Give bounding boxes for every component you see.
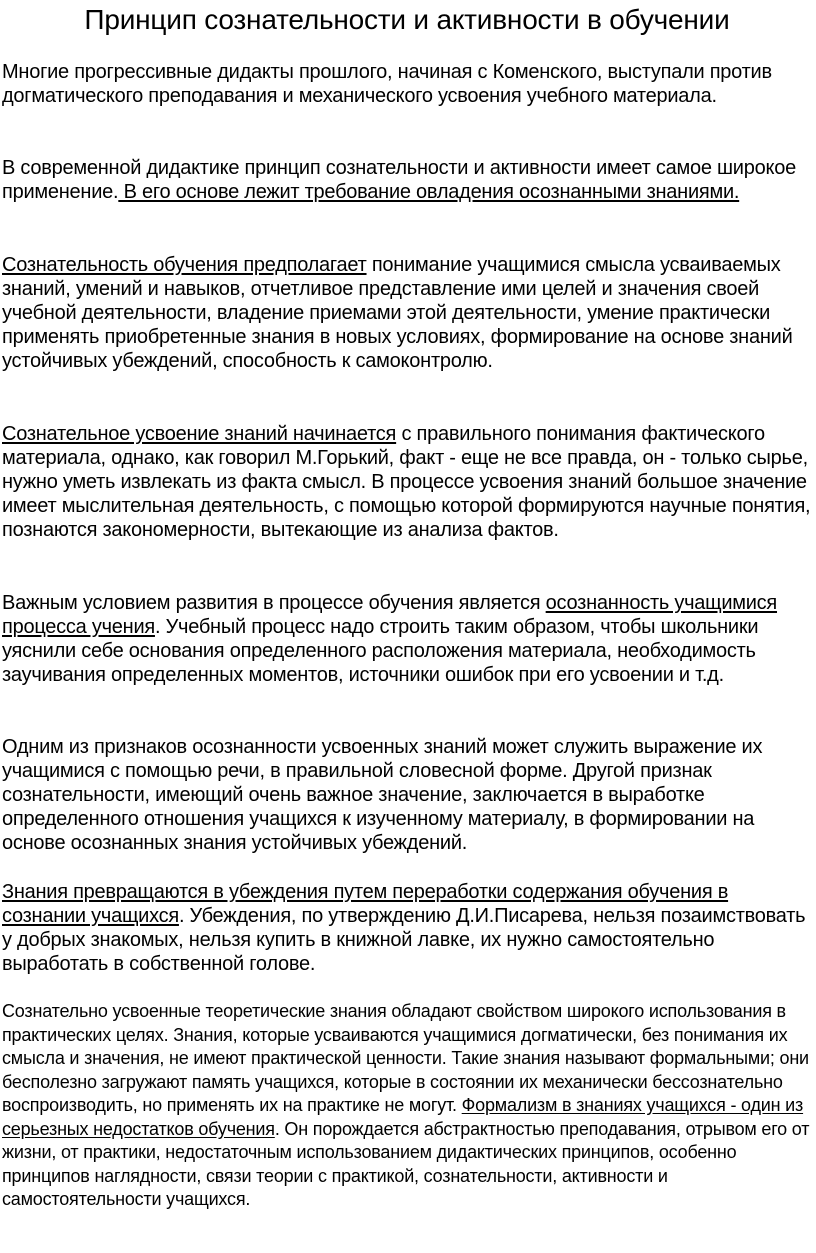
paragraph-4	[2, 422, 812, 542]
paragraph-6-text: Одним из признаков осознанности усвоенных знаний может служить выражение их учащимися с помощью речи, в правильной словесной форме. Другой признак сознательности, имеющий очень важное значение, заключается в выработке определенного отношения учащихся к изученному материалу, в формировании на основе осознанных знания устойчивых убеждений.	[2, 736, 763, 854]
paragraph-2-underlined: В его основе лежит требование овладения осознанными знаниями.	[118, 181, 740, 203]
paragraph-2	[2, 156, 812, 204]
paragraph-4-text: с правильного понимания фактического материала, однако, как говорил М.Горький, факт - еще не все правда, он - только сырье, нужно уметь извлекать из факта смысл. В процессе усвоения знаний большое значение имеет мыслительная деятельность, с помощью которой формируются научные понятия, познаются закономерности, вытекающие из анализа фактов.	[2, 423, 811, 541]
paragraph-5	[2, 591, 812, 687]
paragraph-8-text-start: Сознательно усвоенные теоретические знания обладают свойством широкого использования в практических целях. Знания, которые усваиваются учащимися догматически, без понимания их смысла и значения, не имеют практической ценности. Такие знания называют формальными; они бесполезно загружают память учащихся, которые в состоянии их механически бессознательно воспроизводить, но применять их на практике не могут.	[2, 1001, 809, 1115]
paragraph-2-text: В современной дидактике принцип сознательности и активности имеет самое широкое применение.	[2, 157, 796, 203]
paragraph-6	[2, 735, 812, 855]
paragraph-8-underlined: Формализм в знаниях учащихся - один из серьезных недостатков обучения	[2, 1095, 804, 1139]
paragraph-4-underlined: Сознательное усвоение знаний начинается	[2, 423, 397, 445]
paragraph-5-text-end: . Учебный процесс надо строить таким образом, чтобы школьники уяснили себе основания определенного расположения материала, необходимость заучивания определенных моментов, источники ошибок при его усвоении и т.д.	[2, 616, 759, 686]
paragraph-7-text: . Убеждения, по утверждению Д.И.Писарева, нельзя позаимствовать у добрых знакомых, нельзя купить в книжной лавке, их нужно самостоятельно выработать в собственной голове.	[2, 905, 806, 975]
paragraph-3	[2, 253, 812, 373]
paragraph-5-underlined: осознанность учащимися процесса учения	[2, 592, 778, 638]
paragraph-5-text-start: Важным условием развития в процессе обучения является	[2, 592, 546, 614]
paragraph-3-underlined: Сознательность обучения предполагает	[2, 254, 367, 276]
paragraph-7	[2, 880, 812, 976]
paragraph-1-text: Многие прогрессивные дидакты прошлого, начиная с Коменского, выступали против догматического преподавания и механического усвоения учебного материала.	[2, 61, 772, 107]
paragraph-3-text: понимание учащимися смысла усваиваемых знаний, умений и навыков, отчетливое представление ими целей и значения своей учебной деятельности, владение приемами этой деятельности, умение практически применять приобретенные знания в новых условиях, формирование на основе знаний устойчивых убеждений, способность к самоконтролю.	[2, 254, 793, 372]
page-title: Принцип сознательности и активности в обучении	[84, 4, 730, 35]
paragraph-8-text-end: . Он порождается абстрактностью преподавания, отрывом его от жизни, от практики, недостаточным использованием дидактических принципов, особенно принципов наглядности, связи теории с практикой, сознательности, активности и самостоятельности учащихся.	[2, 1118, 810, 1209]
paragraph-1	[2, 60, 812, 108]
paragraph-7-underlined: Знания превращаются в убеждения путем переработки содержания обучения в сознании учащихся	[2, 881, 729, 927]
paragraph-8	[2, 1000, 812, 1212]
